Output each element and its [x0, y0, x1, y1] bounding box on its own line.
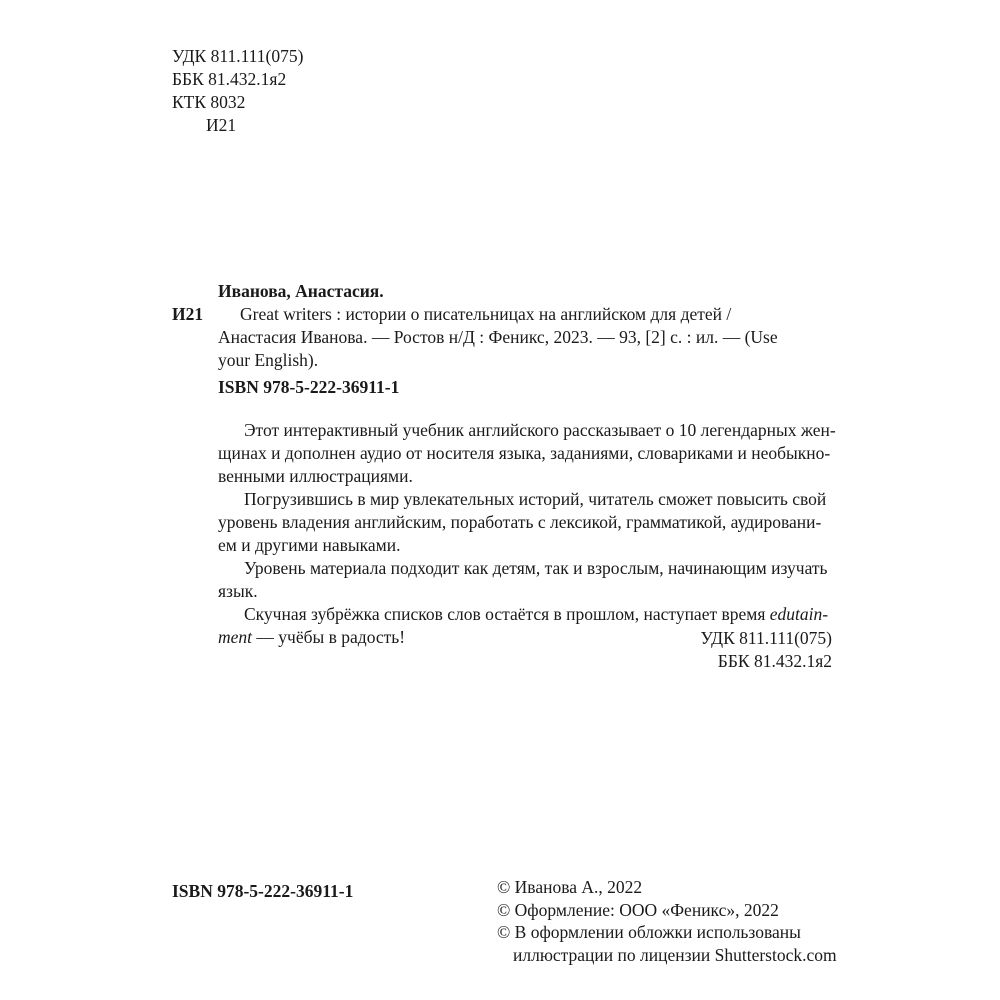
annotation-italic-term: edutain- — [769, 604, 829, 624]
author-mark: И21 — [206, 115, 237, 135]
bbk-code: ББК 81.432.1я2 — [717, 651, 832, 671]
copyright-line: © Оформление: ООО «Феникс», 2022 — [497, 899, 779, 920]
description-line: Анастасия Иванова. — Ростов н/Д : Феникс, 2023. — 93, [2] с. : ил. — (Use — [218, 327, 778, 347]
annotation — [218, 419, 836, 649]
bbk-code: ББК 81.432.1я2 — [172, 69, 287, 89]
udk-code: УДК 811.111(075) — [172, 46, 304, 66]
author-heading: Иванова, Анастасия. — [218, 281, 384, 301]
bibliographic-record — [218, 280, 838, 372]
classification-codes-bottom — [600, 627, 832, 673]
annotation-text: Скучная зубрёжка списков слов остаётся в прошлом, наступает время — [244, 604, 770, 624]
copyright-block — [497, 876, 837, 966]
isbn-footer: ISBN 978-5-222-36911-1 — [172, 881, 354, 901]
isbn-record: ISBN 978-5-222-36911-1 — [218, 377, 400, 397]
udk-code: УДК 811.111(075) — [700, 628, 832, 648]
annotation-line: щинах и дополнен аудио от носителя языка, заданиями, словариками и необыкно- — [218, 443, 831, 463]
copyright-line: © В оформлении обложки использованы — [497, 922, 801, 942]
annotation-italic-term: ment — [218, 627, 253, 647]
annotation-line: язык. — [218, 581, 258, 601]
annotation-line: уровень владения английским, поработать с лексикой, грамматикой, аудировани- — [218, 512, 822, 532]
annotation-line: Этот интерактивный учебник английского рассказывает о 10 легендарных жен- — [244, 420, 836, 440]
description-line: your English). — [218, 350, 319, 370]
record-author-mark: И21 — [172, 304, 204, 324]
copyright-line: © Иванова А., 2022 — [497, 877, 643, 897]
ktk-code: КТК 8032 — [172, 92, 246, 112]
description-line: Great writers : истории о писательницах на английском для детей / — [240, 304, 732, 324]
annotation-line: венными иллюстрациями. — [218, 466, 413, 486]
classification-codes-top — [172, 45, 303, 137]
annotation-line: Уровень материала подходит как детям, так и взрослым, начинающим изучать — [244, 558, 828, 578]
copyright-line: иллюстрации по лицензии Shutterstock.com — [513, 944, 837, 965]
annotation-line: Погрузившись в мир увлекательных историй, читатель сможет повысить свой — [244, 489, 827, 509]
annotation-text: — учёбы в радость! — [252, 627, 406, 647]
annotation-line — [218, 603, 832, 626]
annotation-line: ем и другими навыками. — [218, 535, 401, 555]
